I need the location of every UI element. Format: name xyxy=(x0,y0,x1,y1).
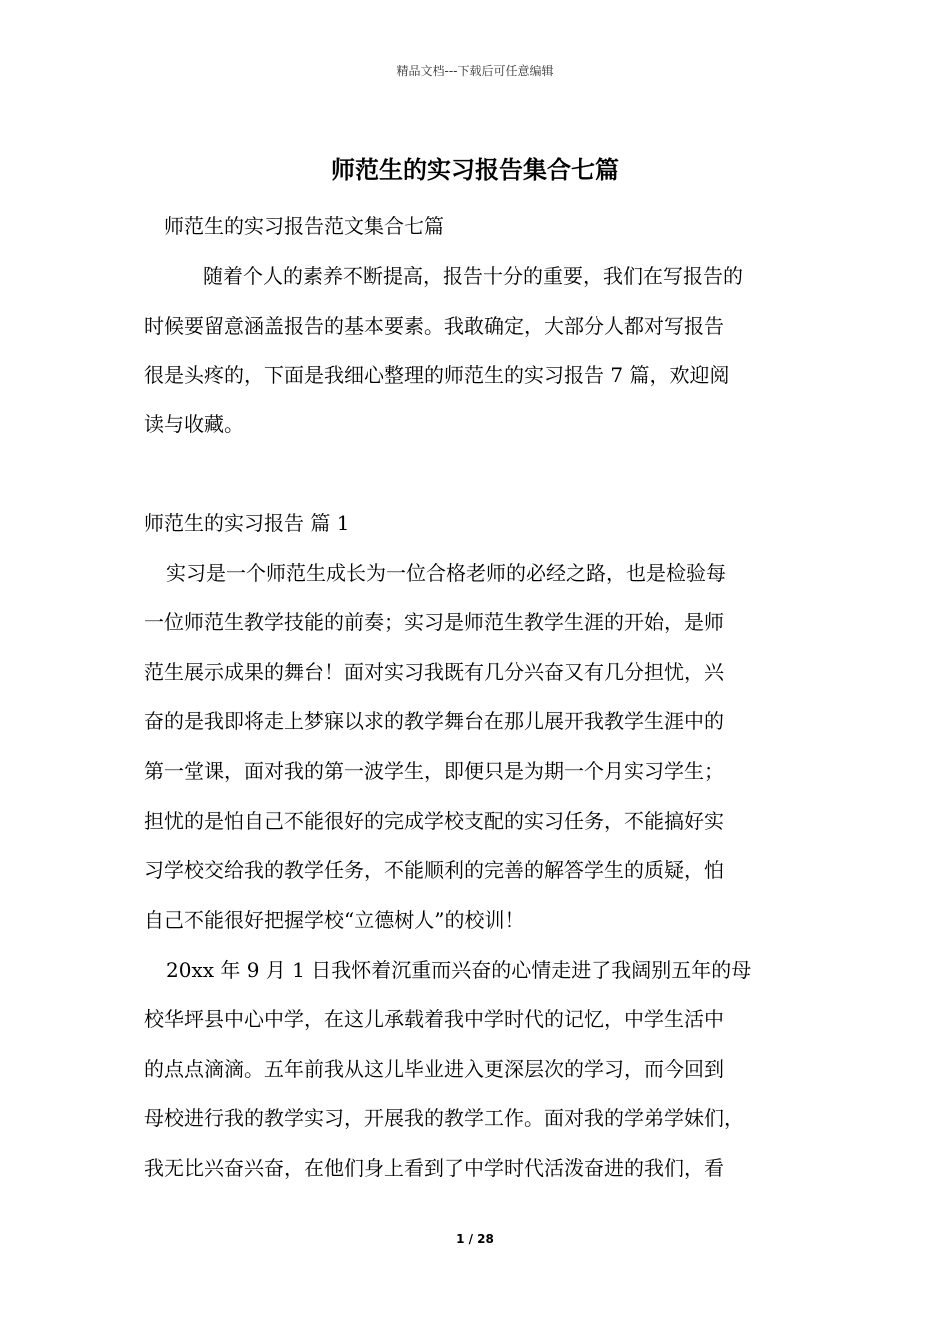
header-note: 精品文档---下载后可任意编辑 xyxy=(396,64,554,78)
document-subtitle: 师范生的实习报告范文集合七篇 xyxy=(164,214,444,238)
paragraph-line: 一位师范生教学技能的前奏；实习是师范生教学生涯的开始，是师 xyxy=(144,610,724,634)
page-number: 1 / 28 xyxy=(456,1232,494,1246)
paragraph-line: 习学校交给我的教学任务，不能顺利的完善的解答学生的质疑，怕 xyxy=(144,858,724,882)
paragraph-line: 第一堂课，面对我的第一波学生，即便只是为期一个月实习学生； xyxy=(144,759,724,783)
document-title: 师范生的实习报告集合七篇 xyxy=(331,156,619,184)
paragraph-line: 我无比兴奋兴奋，在他们身上看到了中学时代活泼奋进的我们，看 xyxy=(144,1156,724,1180)
section-heading: 师范生的实习报告 篇 1 xyxy=(144,511,350,535)
paragraph-line: 范生展示成果的舞台！面对实习我既有几分兴奋又有几分担忧，兴 xyxy=(144,660,724,684)
paragraph-line: 担忧的是怕自己不能很好的完成学校支配的实习任务，不能搞好实 xyxy=(144,809,724,833)
paragraph-line: 的点点滴滴。五年前我从这儿毕业进入更深层次的学习，而今回到 xyxy=(144,1057,724,1081)
paragraph-line: 奋的是我即将走上梦寐以求的教学舞台在那儿展开我教学生涯中的 xyxy=(144,709,724,733)
paragraph-line: 母校进行我的教学实习，开展我的教学工作。面对我的学弟学妹们， xyxy=(144,1106,744,1130)
intro-line: 读与收藏。 xyxy=(144,412,244,436)
intro-line: 很是头疼的，下面是我细心整理的师范生的实习报告 7 篇，欢迎阅 xyxy=(144,363,730,387)
paragraph-line: 自己不能很好把握学校“立德树人”的校训！ xyxy=(144,908,525,932)
paragraph-line: 实习是一个师范生成长为一位合格老师的必经之路，也是检验每 xyxy=(166,561,726,585)
intro-line: 随着个人的素养不断提高，报告十分的重要，我们在写报告的 xyxy=(203,264,743,288)
paragraph-line: 20xx 年 9 月 1 日我怀着沉重而兴奋的心情走进了我阔别五年的母 xyxy=(166,958,752,982)
paragraph-line: 校华坪县中心中学，在这儿承载着我中学时代的记忆，中学生活中 xyxy=(144,1007,724,1031)
intro-line: 时候要留意涵盖报告的基本要素。我敢确定，大部分人都对写报告 xyxy=(144,314,724,338)
